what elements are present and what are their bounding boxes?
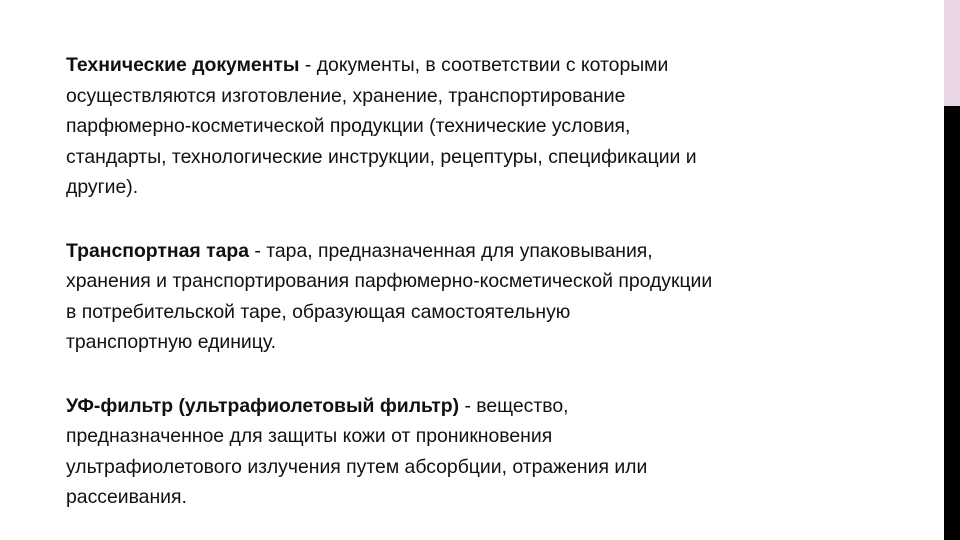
definition-technical-documents bbox=[66, 50, 876, 203]
definition-text-line: предназначенное для защиты кожи от проникновения bbox=[66, 425, 553, 447]
definition-text-line: ультрафиолетового излучения путем абсорбции, отражения или bbox=[66, 455, 648, 478]
side-decoration-bar bbox=[944, 0, 960, 540]
definition-transport-container bbox=[66, 236, 876, 358]
definition-uv-filter bbox=[66, 391, 876, 513]
definitions-list bbox=[66, 50, 876, 513]
definition-text-line: в потребительской таре, образующая самостоятельную bbox=[66, 300, 571, 323]
definition-text-line: хранения и транспортирования парфюмерно-косметической продукции bbox=[66, 270, 713, 292]
definition-separator: - bbox=[248, 239, 267, 262]
side-dark-strip bbox=[944, 106, 960, 540]
definition-term: УФ-фильтр (ультрафиолетовый фильтр) bbox=[66, 394, 460, 417]
side-accent-strip bbox=[944, 0, 960, 106]
definition-separator: - bbox=[459, 394, 477, 417]
definition-term: Технические документы bbox=[66, 54, 300, 76]
definition-text-line: транспортную единицу. bbox=[66, 331, 277, 353]
definition-term: Транспортная тара bbox=[66, 239, 249, 262]
definition-text-line: осуществляются изготовление, хранение, транспортирование bbox=[66, 84, 626, 107]
definition-text-line: тара, предназначенная для упаковывания, bbox=[266, 239, 653, 262]
definition-text-line: вещество, bbox=[476, 394, 569, 417]
definition-separator: - bbox=[299, 54, 317, 76]
definition-text-line: документы, в соответствии с которыми bbox=[316, 54, 669, 76]
definition-text-line: парфюмерно-косметической продукции (технические условия, bbox=[66, 115, 631, 137]
definition-text-line: другие). bbox=[66, 176, 139, 198]
definition-text-line: рассеивания. bbox=[66, 486, 187, 508]
definition-text-line: стандарты, технологические инструкции, рецептуры, спецификации и bbox=[66, 145, 697, 168]
